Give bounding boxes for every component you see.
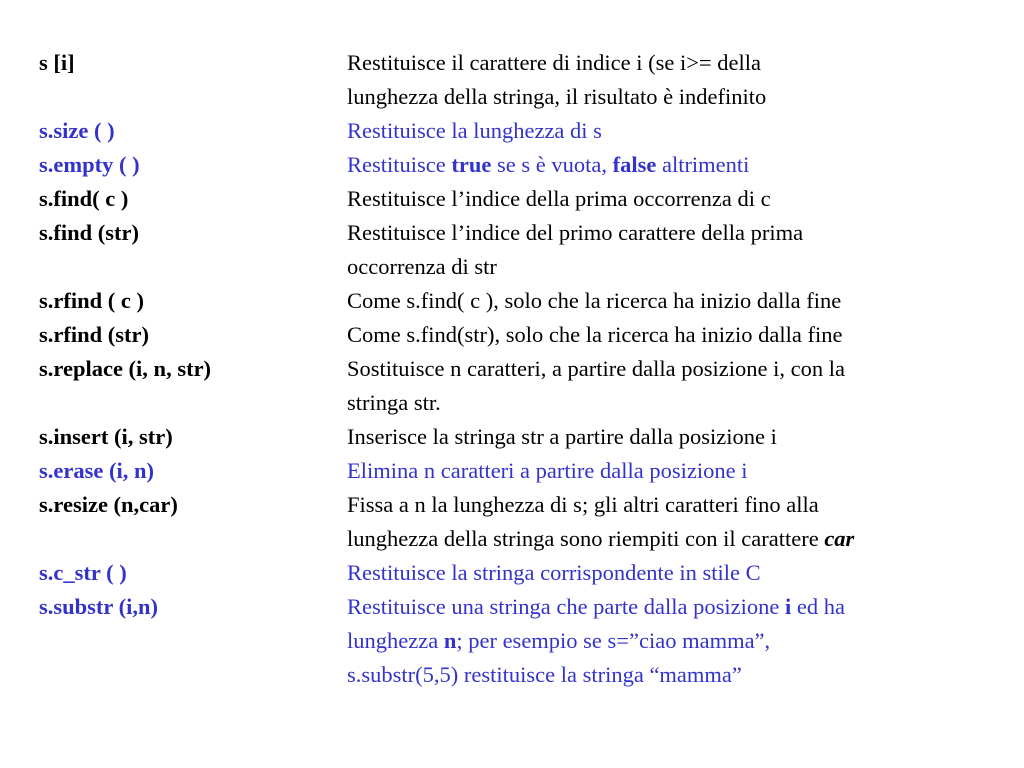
description-line: Restituisce l’indice della prima occorrenza di c <box>347 186 771 211</box>
keyword-false: false <box>612 152 657 177</box>
method-description <box>347 216 989 284</box>
description-line: Fissa a n la lunghezza di s; gli altri caratteri fino alla <box>347 492 819 517</box>
method-description <box>347 318 989 352</box>
description-line: Come s.find( c ), solo che la ricerca ha inizio dalla fine <box>347 288 842 313</box>
method-description <box>347 454 989 488</box>
row-substr <box>39 590 989 692</box>
row-index <box>39 46 989 114</box>
description-line: Elimina n caratteri a partire dalla posizione i <box>347 458 748 483</box>
method-description <box>347 556 989 590</box>
keyword-true: true <box>451 152 492 177</box>
description-line: Come s.find(str), solo che la ricerca ha inizio dalla fine <box>347 322 843 347</box>
method-description <box>347 148 989 182</box>
description-text: ed ha <box>791 594 845 619</box>
method-description <box>347 420 989 454</box>
description-line: s.substr(5,5) restituisce la stringa “mamma” <box>347 662 742 687</box>
method-description <box>347 352 989 420</box>
method-name: s.substr (i,n) <box>39 594 158 619</box>
method-name: s.find( c ) <box>39 186 129 211</box>
description-line: stringa str. <box>347 390 441 415</box>
row-insert <box>39 420 989 454</box>
description-line: Restituisce il carattere di indice i (se i>= della <box>347 50 761 75</box>
description-line: Sostituisce n caratteri, a partire dalla posizione i, con la <box>347 356 845 381</box>
description-line <box>347 148 989 182</box>
description-text: se s è vuota, <box>491 152 613 177</box>
method-name: s.rfind ( c ) <box>39 288 144 313</box>
method-name: s.size ( ) <box>39 118 115 143</box>
method-description <box>347 488 989 556</box>
description-line: occorrenza di str <box>347 254 497 279</box>
keyword-n: n <box>443 628 457 653</box>
row-find-char <box>39 182 989 216</box>
method-description <box>347 182 989 216</box>
description-text: lunghezza della stringa sono riempiti con il carattere <box>347 526 825 551</box>
row-rfind-char <box>39 284 989 318</box>
method-name: s.erase (i, n) <box>39 458 154 483</box>
description-line: Restituisce la lunghezza di s <box>347 118 602 143</box>
method-description <box>347 46 989 114</box>
description-line <box>347 522 989 556</box>
method-name: s [i] <box>39 50 75 75</box>
row-empty <box>39 148 989 182</box>
methods-table <box>39 46 989 692</box>
method-name: s.empty ( ) <box>39 152 140 177</box>
method-name: s.resize (n,car) <box>39 492 178 517</box>
method-name: s.find (str) <box>39 220 139 245</box>
description-line <box>347 624 989 658</box>
description-text: ; per esempio se s=”ciao mamma”, <box>456 628 771 653</box>
method-description <box>347 284 989 318</box>
description-text: lunghezza <box>347 628 444 653</box>
method-name: s.insert (i, str) <box>39 424 173 449</box>
description-text: altrimenti <box>656 152 750 177</box>
row-erase <box>39 454 989 488</box>
method-name: s.rfind (str) <box>39 322 149 347</box>
description-text: Restituisce <box>347 152 452 177</box>
row-replace <box>39 352 989 420</box>
description-text: Restituisce una stringa che parte dalla posizione <box>347 594 785 619</box>
method-description <box>347 590 989 692</box>
row-rfind-str <box>39 318 989 352</box>
method-description <box>347 114 989 148</box>
description-line: Restituisce l’indice del primo carattere della prima <box>347 220 804 245</box>
description-line: Restituisce la stringa corrispondente in stile C <box>347 560 761 585</box>
keyword-i: i <box>784 594 792 619</box>
row-size <box>39 114 989 148</box>
description-line <box>347 590 989 624</box>
method-name: s.c_str ( ) <box>39 560 127 585</box>
method-name: s.replace (i, n, str) <box>39 356 212 381</box>
description-line: lunghezza della stringa, il risultato è indefinito <box>347 84 767 109</box>
keyword-car: car <box>824 526 855 551</box>
description-line: Inserisce la stringa str a partire dalla posizione i <box>347 424 777 449</box>
row-resize <box>39 488 989 556</box>
row-c-str <box>39 556 989 590</box>
row-find-str <box>39 216 989 284</box>
